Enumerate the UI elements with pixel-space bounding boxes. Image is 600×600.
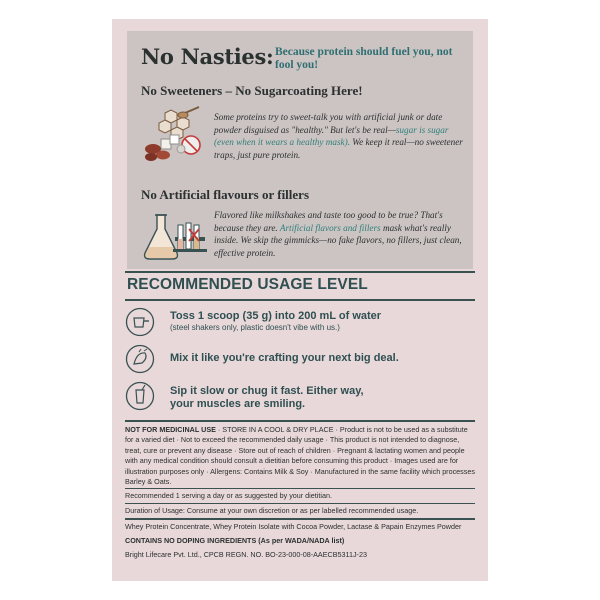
usage-title: RECOMMENDED USAGE LEVEL (127, 276, 368, 293)
sweeteners-illustration-icon (141, 105, 209, 163)
no-nasties-box (127, 31, 473, 269)
divider-serving (125, 488, 475, 489)
mix-icon (125, 344, 155, 374)
step-1-note: (steel shakers only, plastic doesn't vibe with us.) (170, 323, 340, 332)
sweeteners-highlight: sugar is sugar (even when it wears a healthy mask). (214, 124, 449, 147)
ingredients-text: Whey Protein Concentrate, Whey Protein Isolate with Cocoa Powder, Lactase & Papain Enzymes Powder (125, 522, 462, 531)
step-2-text: Mix it like you're crafting your next big deal. (170, 352, 399, 364)
company-text: Bright Lifecare Pvt. Ltd., CPCB REGN. NO. BO-23-000-08-AAECB5311J-23 (125, 550, 367, 559)
step-1-text: Toss 1 scoop (35 g) into 200 mL of water (170, 310, 382, 322)
label-panel (112, 19, 488, 581)
serving-text: Recommended 1 serving a day or as suggested by your dietitian. (125, 491, 332, 500)
divider-usage (125, 299, 475, 301)
duration-text: Duration of Usage: Consume at your own discretion or as per labelled recommended usage. (125, 506, 419, 515)
flavours-heading: No Artificial flavours or fillers (141, 187, 310, 202)
no-nasties-title: No Nasties: (141, 44, 274, 69)
sweeteners-heading: No Sweeteners – No Sugarcoating Here! (141, 83, 363, 98)
legal-disclaimer: NOT FOR MEDICINAL USE · STORE IN A COOL & DRY PLACE · Product is not to be used as a substitute for a varied diet · Not to exceed the recommended daily usage · This product is not intended to diagnose, treat, cure or prevent any disease · Store out of reach of children · Pregnant & lactating women and people with any medical condition should consult a dietitian before consuming this product · Images used are for illustration purposes only · Allergens: Contains Milk & Soy · Manufactured in the same facility which processes Barley & Oats. (125, 425, 475, 487)
sip-icon (125, 381, 155, 411)
flavours-highlight: Artificial flavors and fillers (279, 222, 381, 233)
flavours-text: Flavored like milkshakes and taste too good to be true? That's because they are. Artificial flavors and fillers mask what's really inside. We skip the gimmicks—no fake flavors, no fillers, just clean, effective protein. (214, 210, 462, 258)
no-nasties-tagline: Because protein should fuel you, not fool you! (275, 46, 453, 71)
divider-duration (125, 503, 475, 504)
step-3-text: Sip it slow or chug it fast. Either way, your muscles are smiling. (170, 385, 364, 410)
doping-text: CONTAINS NO DOPING INGREDIENTS (As per WADA/NADA list) (125, 536, 345, 545)
scoop-icon (125, 307, 155, 337)
divider-ingredients (125, 518, 475, 520)
flask-illustration-icon (141, 207, 209, 263)
sweeteners-text: Some proteins try to sweet-talk you with artificial junk or date powder disguised as "healthy." But let's be real—sugar is sugar (even when it wears a healthy mask). We keep it real—no sweetener traps, just pure protein. (214, 112, 463, 160)
divider-legal (125, 420, 475, 422)
divider-top (125, 271, 475, 273)
